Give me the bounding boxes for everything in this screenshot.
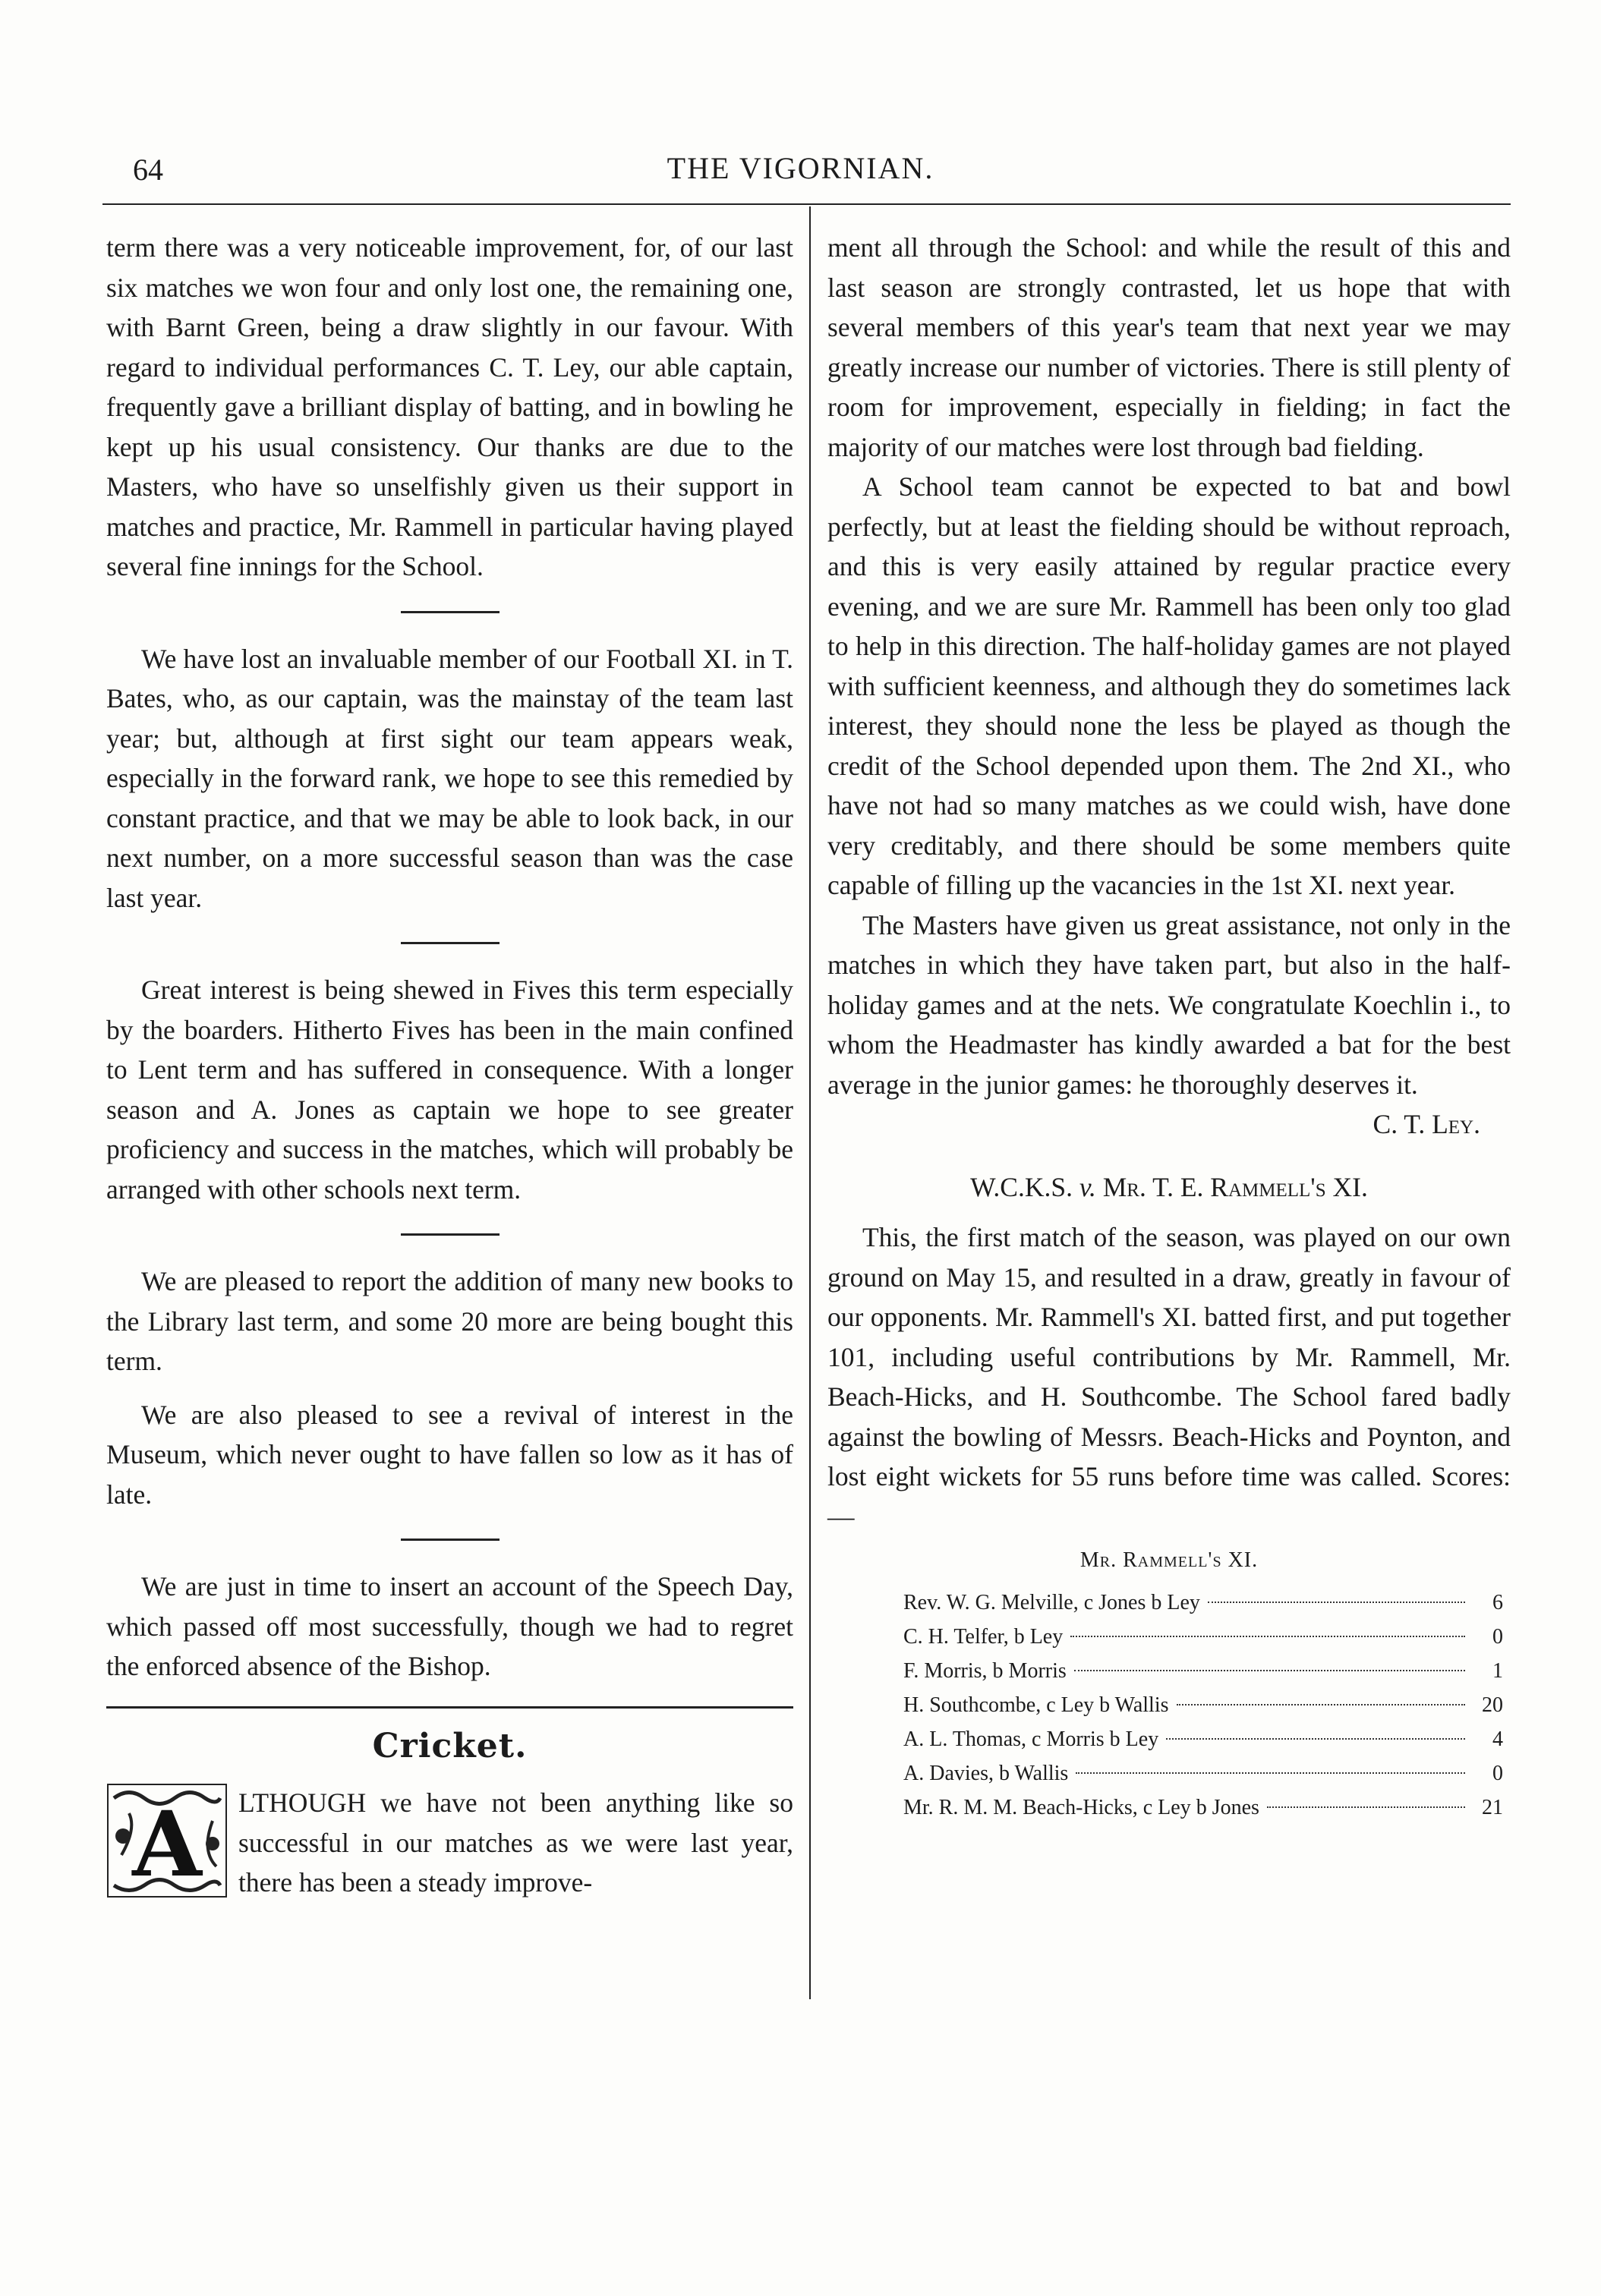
batsman-entry: H. Southcombe, c Ley b Wallis — [903, 1693, 1169, 1717]
paragraph: Great interest is being shewed in Fives this term especially by the boarders. Hitherto Fives has been in the main confined to Lent term and has suffered in consequence. With a longer season and A. Jones as captain we hope to see greater proficiency and success in the matches, which will probably be arranged with other schools next term. — [106, 975, 793, 1205]
paragraph: We are just in time to insert an account of the Speech Day, which passed off most successfully, though we had to regret the enforced absence of the Bishop. — [106, 1571, 793, 1681]
score-row — [903, 1722, 1503, 1756]
section-rule — [401, 1233, 500, 1236]
paragraph: term there was a very noticeable improvement, for, of our last six matches we won four and only lost one, the remaining one, with Barnt Green, being a draw slightly in our favour. With regard to individual performances C. T. Ley, our able captain, frequently gave a brilliant display of batting, and in bowling he kept up his usual consistency. Our thanks are due to the Masters, who have so unselfishly given us their support in matches and practice, Mr. Rammell in particular having played several fine innings for the School. — [106, 232, 793, 581]
score-row — [903, 1791, 1503, 1825]
right-column — [827, 228, 1511, 1825]
runs: 6 — [1492, 1590, 1503, 1614]
section-rule — [401, 611, 500, 613]
leader-dots — [1070, 1636, 1465, 1637]
paragraph: A School team cannot be expected to bat and bowl perfectly, but at least the fielding should be without reproach, and this is very easily attained by regular practice every evening, and we are sure Mr. Rammell has been only too glad to help in this direction. The half-holiday games are not played with sufficient keenness, and although they do sometimes lack interest, they should none the less be played as though the credit of the School depended upon them. The 2nd XI., who have not had so many matches as we could wish, have done very creditably, and there should be some members quite capable of filling up the vacancies in the 1st XI. next year. — [827, 471, 1511, 900]
leader-dots — [1166, 1738, 1465, 1740]
match-report: This, the first match of the season, was played on our own ground on May 15, and resulted in a draw, greatly in favour of our opponents. Mr. Rammell's XI. batted first, and put together 101, including useful contributions by Mr. Rammell, Mr. Beach-Hicks, and H. Southcombe. The School fared badly against the bowling of Messrs. Beach-Hicks and Poynton, and lost eight wickets for 55 runs before time was called. Scores:— — [827, 1222, 1511, 1532]
runs: 4 — [1492, 1727, 1503, 1751]
cricket-intro: LTHOUGH we have not been anything like so successful in our matches as we were last year, there has been a steady improve- — [238, 1787, 793, 1898]
dropcap-block — [106, 1783, 793, 1903]
batsman-entry: Rev. W. G. Melville, c Jones b Ley — [903, 1590, 1200, 1614]
header-rule — [102, 203, 1511, 205]
score-row — [903, 1620, 1503, 1654]
cricket-heading: Cricket. — [372, 1726, 528, 1765]
batsman-entry: Mr. R. M. M. Beach-Hicks, c Ley b Jones — [903, 1795, 1259, 1819]
leader-dots — [1076, 1772, 1465, 1774]
runs: 1 — [1492, 1658, 1503, 1683]
score-row — [903, 1586, 1503, 1620]
leader-dots — [1267, 1806, 1465, 1808]
paragraph: We have lost an invaluable member of our Football XI. in T. Bates, who, as our captain, was the mainstay of the team last year; but, although at first sight our team appears weak, especially in the forward rank, we hope to see this remedied by constant practice, and that we may be able to look back, in our next number, on a more successful season than was the case last year. — [106, 643, 793, 913]
batsman-entry: A. Davies, b Wallis — [903, 1761, 1069, 1785]
match-title — [827, 1167, 1511, 1208]
leader-dots — [1074, 1670, 1465, 1671]
leader-dots — [1208, 1602, 1465, 1603]
score-list — [903, 1586, 1503, 1825]
batsman-entry: C. H. Telfer, b Ley — [903, 1624, 1064, 1649]
section-rule — [401, 1539, 500, 1541]
page-number: 64 — [133, 153, 163, 187]
runs: 21 — [1482, 1795, 1503, 1819]
runs: 20 — [1482, 1693, 1503, 1717]
signature: C. T. Ley. — [1373, 1109, 1480, 1139]
leader-dots — [1177, 1704, 1465, 1705]
scores-title: Mr. Rammell's XI. — [1079, 1548, 1259, 1572]
paragraph: ment all through the School: and while the result of this and last season are strongly contrasted, let us hope that with several members of this year's team that next year we may greatly increase our number of victories. There is still plenty of room for improvement, especially in fielding; in fact the majority of our matches were lost through bad fielding. — [827, 232, 1511, 462]
runs: 0 — [1492, 1624, 1503, 1649]
section-long-rule — [106, 1706, 793, 1709]
score-row — [903, 1654, 1503, 1688]
left-column — [106, 228, 793, 1903]
versus: v. — [1079, 1171, 1096, 1202]
paragraph: We are also pleased to see a revival of interest in the Museum, which never ought to have fallen so low as it has of late. — [106, 1399, 793, 1510]
paragraph: We are pleased to report the addition of many new books to the Library last term, and some 20 more are being bought this term. — [106, 1266, 793, 1376]
batsman-entry: F. Morris, b Morris — [903, 1658, 1067, 1683]
section-rule — [401, 942, 500, 944]
dropcap-letter: A — [132, 1791, 202, 1897]
batsman-entry: A. L. Thomas, c Morris b Ley — [903, 1727, 1159, 1751]
score-row — [903, 1688, 1503, 1722]
journal-title: THE VIGORNIAN. — [667, 151, 934, 185]
paragraph: The Masters have given us great assistance, not only in the matches in which they have taken part, but also in the half-holiday games and at the nets. We congratulate Koechlin i., to whom the Headmaster has kindly awarded a bat for the best average in the junior games: he thoroughly deserves it. — [827, 909, 1511, 1100]
column-divider — [809, 206, 811, 1999]
match-team-b: Mr. T. E. Rammell's XI. — [1102, 1171, 1368, 1202]
match-team-a: W.C.K.S. — [970, 1171, 1073, 1202]
dropcap-ornament — [106, 1783, 228, 1898]
score-row — [903, 1756, 1503, 1791]
runs: 0 — [1492, 1761, 1503, 1785]
